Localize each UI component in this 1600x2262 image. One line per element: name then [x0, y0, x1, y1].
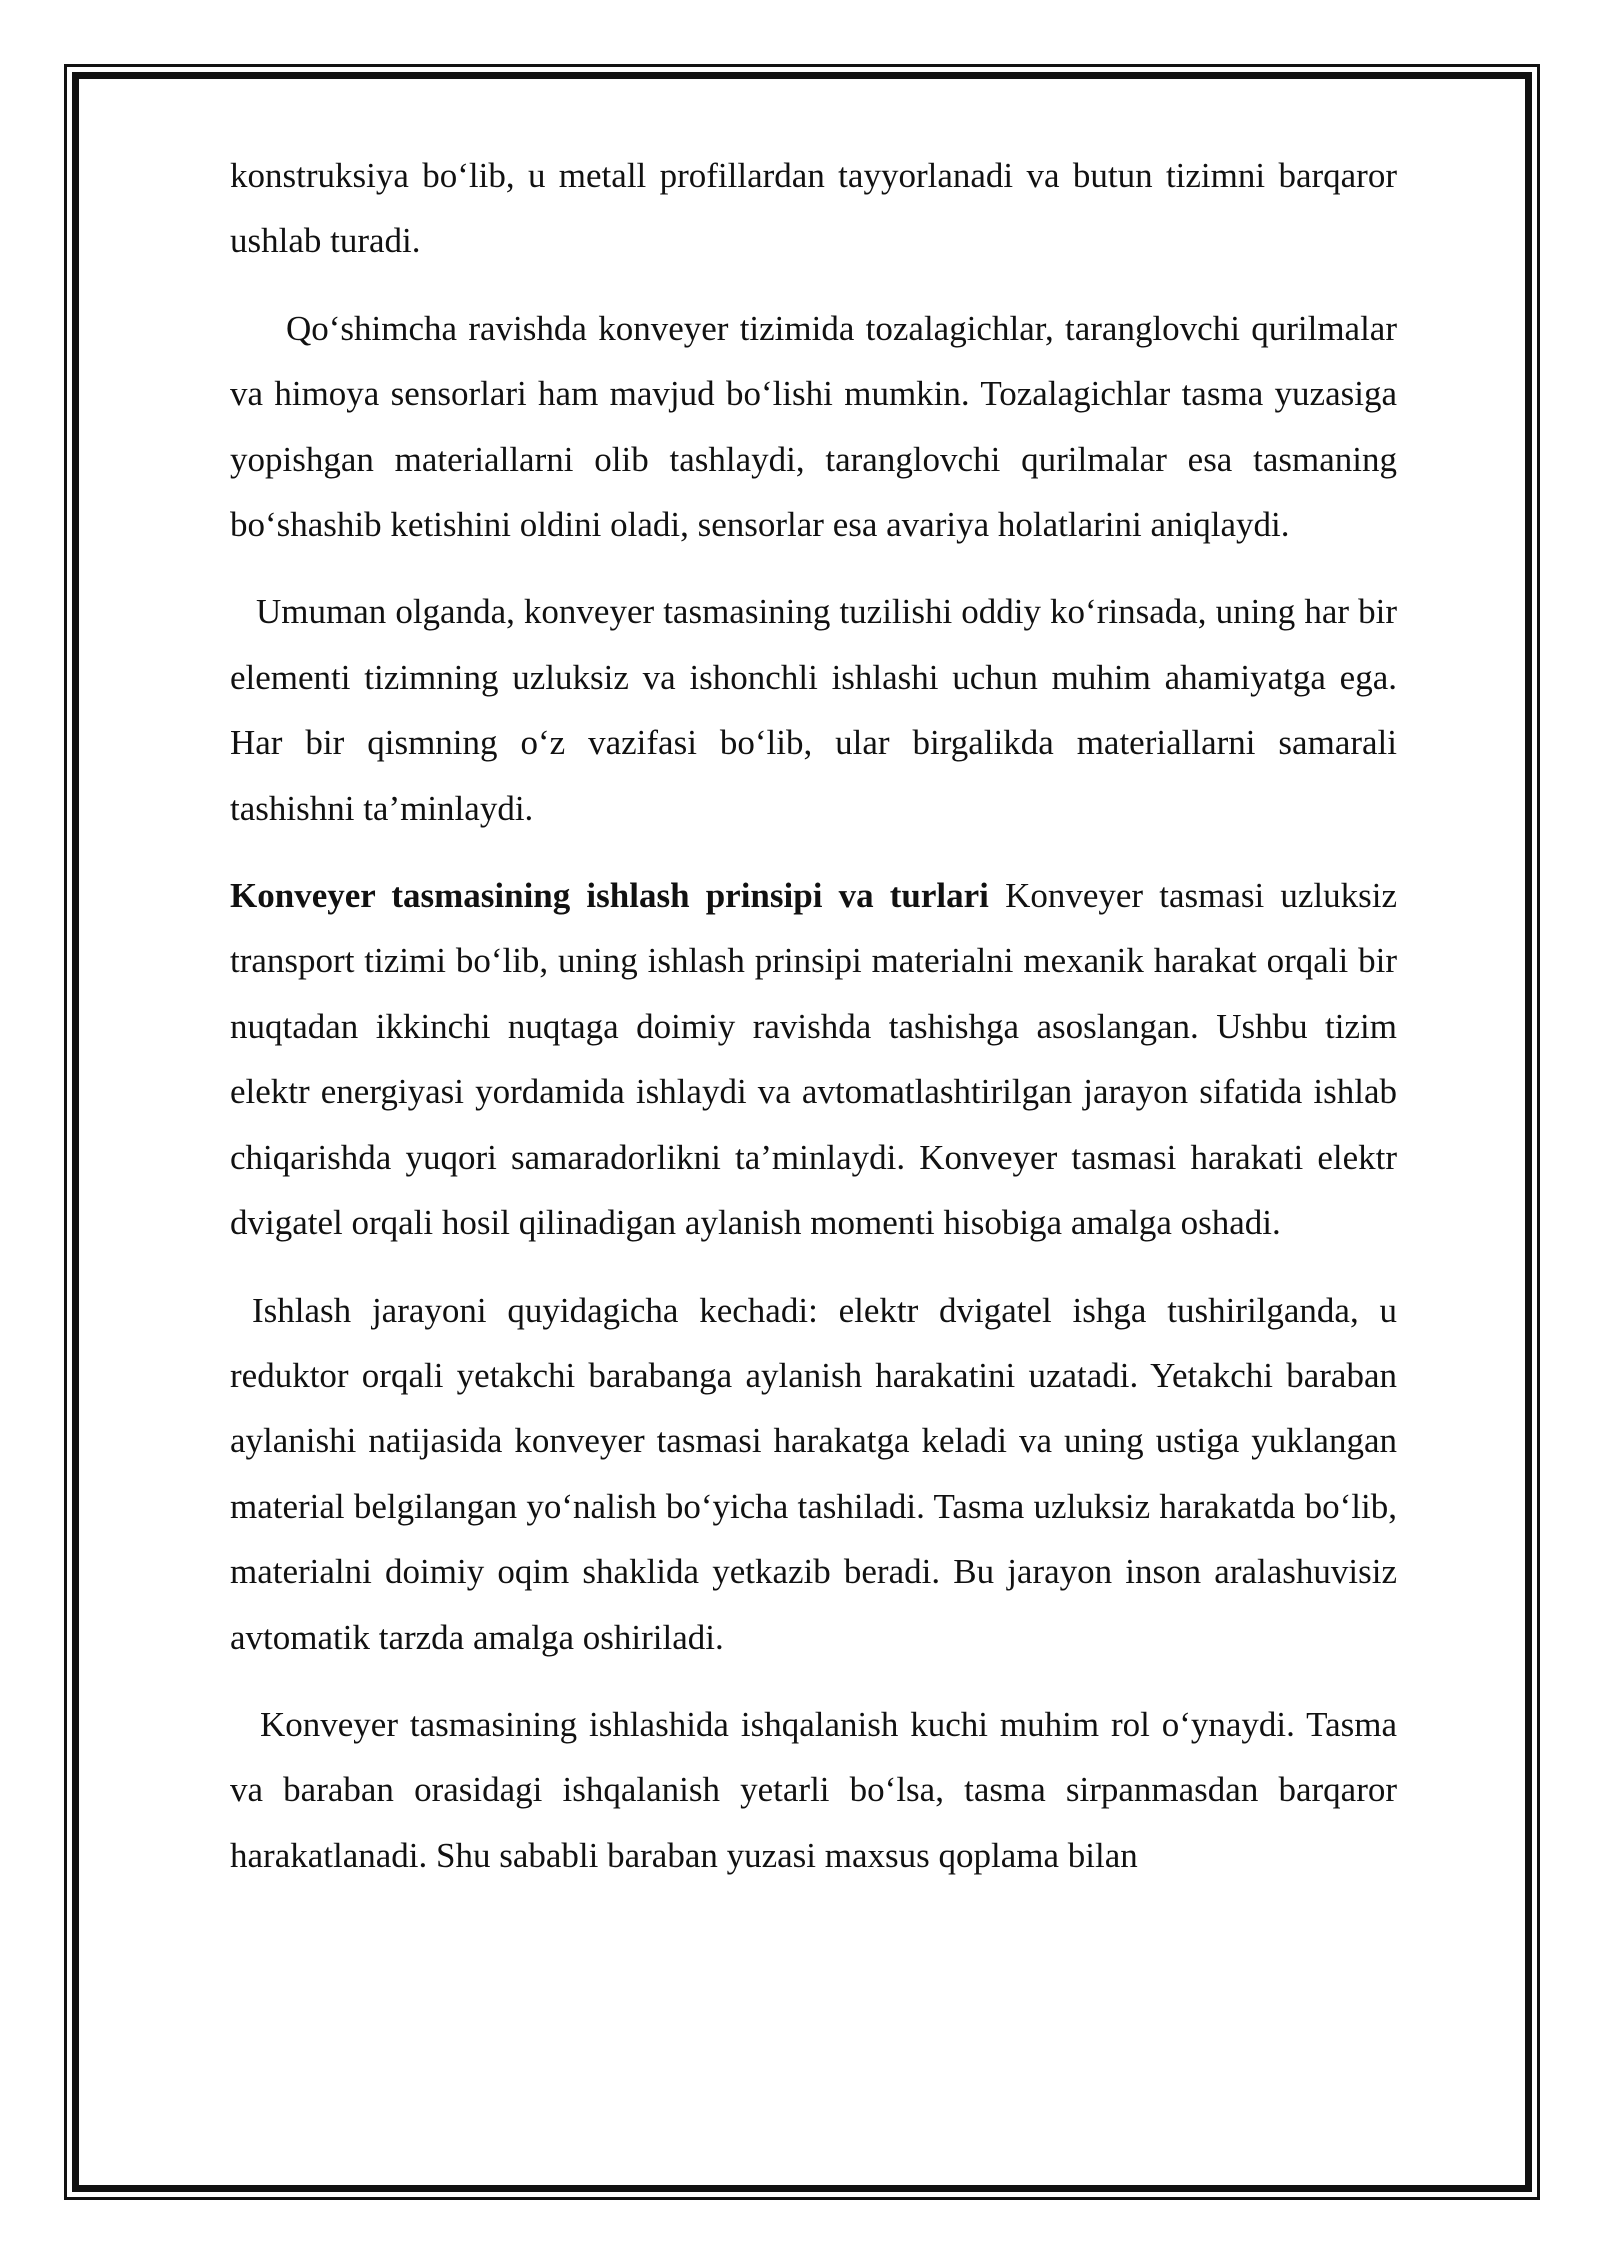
paragraph-4: [230, 863, 1397, 1255]
paragraph-1-text: konstruksiya bo‘lib, u metall profillardan tayyorlanadi va butun tizimni barqaror ushlab turadi.: [230, 156, 1397, 261]
paragraph-1: [230, 143, 1397, 274]
paragraph-5-text: Ishlash jarayoni quyidagicha kechadi: elektr dvigatel ishga tushirilganda, u reduktor orqali yetakchi barabanga aylanish harakatini uzatadi. Yetakchi baraban aylanishi natijasida konveyer tasmasi harakatga keladi va uning ustiga yuklangan material belgilangan yo‘nalish bo‘yicha tashiladi. Tasma uzluksiz harakatda bo‘lib, materialni doimiy oqim shaklida yetkazib beradi. Bu jarayon inson aralashuvisiz avtomatik tarzda amalga oshiriladi.: [230, 1290, 1397, 1657]
paragraph-3-text: Umuman olganda, konveyer tasmasining tuzilishi oddiy ko‘rinsada, uning har bir elementi tizimning uzluksiz va ishonchli ishlashi uchun muhim ahamiyatga ega. Har bir qismning o‘z vazifasi bo‘lib, ular birgalikda materiallarni samarali tashishni ta’minlaydi.: [230, 592, 1397, 828]
paragraph-3: [230, 579, 1397, 841]
paragraph-2-text: Qo‘shimcha ravishda konveyer tizimida tozalagichlar, taranglovchi qurilmalar va himoya sensorlari ham mavjud bo‘lishi mumkin. Tozalagichlar tasma yuzasiga yopishgan materiallarni olib tashlaydi, taranglovchi qurilmalar esa tasmaning bo‘shashib ketishini oldini oladi, sensorlar esa avariya holatlarini aniqlaydi.: [230, 308, 1397, 545]
paragraph-6-text: Konveyer tasmasining ishlashida ishqalanish kuchi muhim rol o‘ynaydi. Tasma va baraban orasidagi ishqalanish yetarli bo‘lsa, tasma sirpanmasdan barqaror harakatlanadi. Shu sababli baraban yuzasi maxsus qoplama bilan: [230, 1704, 1397, 1875]
paragraph-4-text: Konveyer tasmasi uzluksiz transport tizimi bo‘lib, uning ishlash prinsipi materialni mexanik harakat orqali bir nuqtadan ikkinchi nuqtaga doimiy ravishda tashishga asoslangan. Ushbu tizim elektr energiyasi yordamida ishlaydi va avtomatlashtirilgan jarayon sifatida ishlab chiqarishda yuqori samaradorlikni ta’minlaydi. Konveyer tasmasi harakati elektr dvigatel orqali hosil qilinadigan aylanish momenti hisobiga amalga oshadi.: [230, 876, 1398, 1243]
section-heading: Konveyer tasmasining ishlash prinsipi va turlari: [230, 876, 989, 916]
paragraph-6: [230, 1692, 1397, 1888]
paragraph-5: [230, 1278, 1397, 1670]
page-body: [230, 143, 1397, 1910]
paragraph-2: [230, 296, 1397, 558]
